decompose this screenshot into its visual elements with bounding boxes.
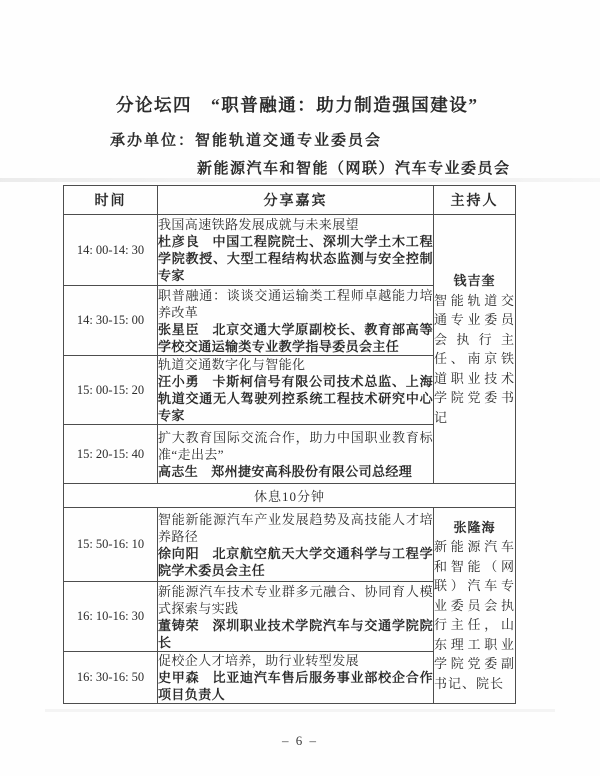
schedule-table: [63, 185, 516, 704]
speaker-line: [158, 321, 433, 355]
speaker-affiliation: 深圳职业技术学院汽车与交通学院院长: [158, 617, 433, 650]
col-header-time: 时间: [64, 186, 158, 215]
time-cell: 16: 10-16: 30: [64, 582, 158, 652]
speaker-affiliation: 中国工程院院士、深圳大学土木工程学院教授、大型工程结构状态监测与安全控制专家: [158, 234, 433, 283]
time-cell: 16: 30-16: 50: [64, 652, 158, 704]
speaker-line: [158, 373, 433, 424]
host-name: 钱吉奎: [453, 273, 496, 288]
col-header-guest: 分享嘉宾: [158, 186, 434, 215]
page-number: – 6 –: [282, 733, 318, 748]
scan-artifact-top: [0, 178, 600, 182]
speaker-name: 张星臣: [158, 321, 200, 337]
header-row: [64, 186, 516, 215]
page-title: 分论坛四 “职普融通：助力制造强国建设”: [116, 95, 479, 115]
host-title: 智能轨道交通专业委员会执行主任、南京铁道职业技术学院党委书记: [434, 292, 515, 425]
organizer-line-1: [110, 129, 382, 150]
topic-text: 轨道交通数字化与智能化: [158, 357, 306, 372]
break-text: 休息10分钟: [64, 484, 516, 508]
speaker-name: 徐向阳: [158, 545, 200, 561]
speaker-line: [158, 669, 433, 703]
col-header-host: 主持人: [434, 186, 516, 215]
speaker-line: [158, 463, 433, 480]
topic-text: 促校企人才培养，助行业转型发展: [158, 653, 360, 668]
speaker-name: 史甲森: [158, 670, 200, 685]
topic-text: 我国高速铁路发展成就与未来展望: [158, 217, 360, 232]
guest-cell: [158, 425, 434, 484]
speaker-affiliation: 郑州捷安高科股份有限公司总经理: [211, 463, 413, 479]
host-cell-session1: [434, 215, 516, 484]
topic-text: 新能源汽车技术专业群多元融合、协同育人模式探索与实践: [158, 583, 433, 616]
topic-text: 职普融通：谈谈交通运输类工程师卓越能力培养改革: [158, 287, 433, 320]
host-name: 张隆海: [453, 519, 496, 535]
guest-cell: [158, 652, 434, 704]
speaker-name: 汪小勇: [158, 374, 200, 389]
time-cell: 15: 50-16: 10: [64, 508, 158, 582]
topic-text: 智能新能源汽车产业发展趋势及高技能人才培养路径: [158, 511, 433, 544]
topic-text: 扩大教育国际交流合作，助力中国职业教育标准“走出去”: [158, 429, 433, 462]
table-row: [64, 508, 516, 582]
speaker-affiliation: 比亚迪汽车售后服务事业部校企合作项目负责人: [158, 670, 433, 702]
time-cell: 15: 20-15: 40: [64, 425, 158, 484]
time-cell: 15: 00-15: 20: [64, 356, 158, 425]
guest-cell: [158, 508, 434, 582]
guest-cell: [158, 356, 434, 425]
speaker-name: 高志生: [158, 463, 199, 479]
speaker-line: [158, 233, 433, 284]
break-row: [64, 484, 516, 508]
table-row: [64, 215, 516, 286]
organizer-label: 承办单位：: [110, 133, 196, 149]
host-title: 新能源汽车和智能（网联）汽车专业委员会执行主任，山东理工职业学院党委副书记、院长: [434, 539, 515, 691]
scan-artifact-bottom: [45, 709, 555, 712]
speaker-line: [158, 545, 433, 579]
guest-cell: [158, 286, 434, 356]
guest-cell: [158, 215, 434, 286]
organizer-name-2: 新能源汽车和智能（网联）汽车专业委员会: [197, 161, 511, 177]
time-cell: 14: 30-15: 00: [64, 286, 158, 356]
speaker-affiliation: 北京航空航天大学交通科学与工程学院学术委员会主任: [158, 545, 433, 578]
time-cell: 14: 00-14: 30: [64, 215, 158, 286]
guest-cell: [158, 582, 434, 652]
speaker-name: 杜彦良: [158, 234, 200, 249]
speaker-affiliation: 北京交通大学原副校长、教育部高等学校交通运输类专业教学指导委员会主任: [158, 321, 433, 354]
speaker-line: [158, 617, 433, 651]
speaker-name: 董铸荣: [158, 617, 200, 633]
organizer-line-2: [197, 157, 511, 178]
organizer-name-1: 智能轨道交通专业委员会: [195, 133, 383, 149]
host-cell-session2: [434, 508, 516, 704]
speaker-affiliation: 卡斯柯信号有限公司技术总监、上海轨道交通无人驾驶列控系统工程技术研究中心专家: [158, 374, 433, 423]
